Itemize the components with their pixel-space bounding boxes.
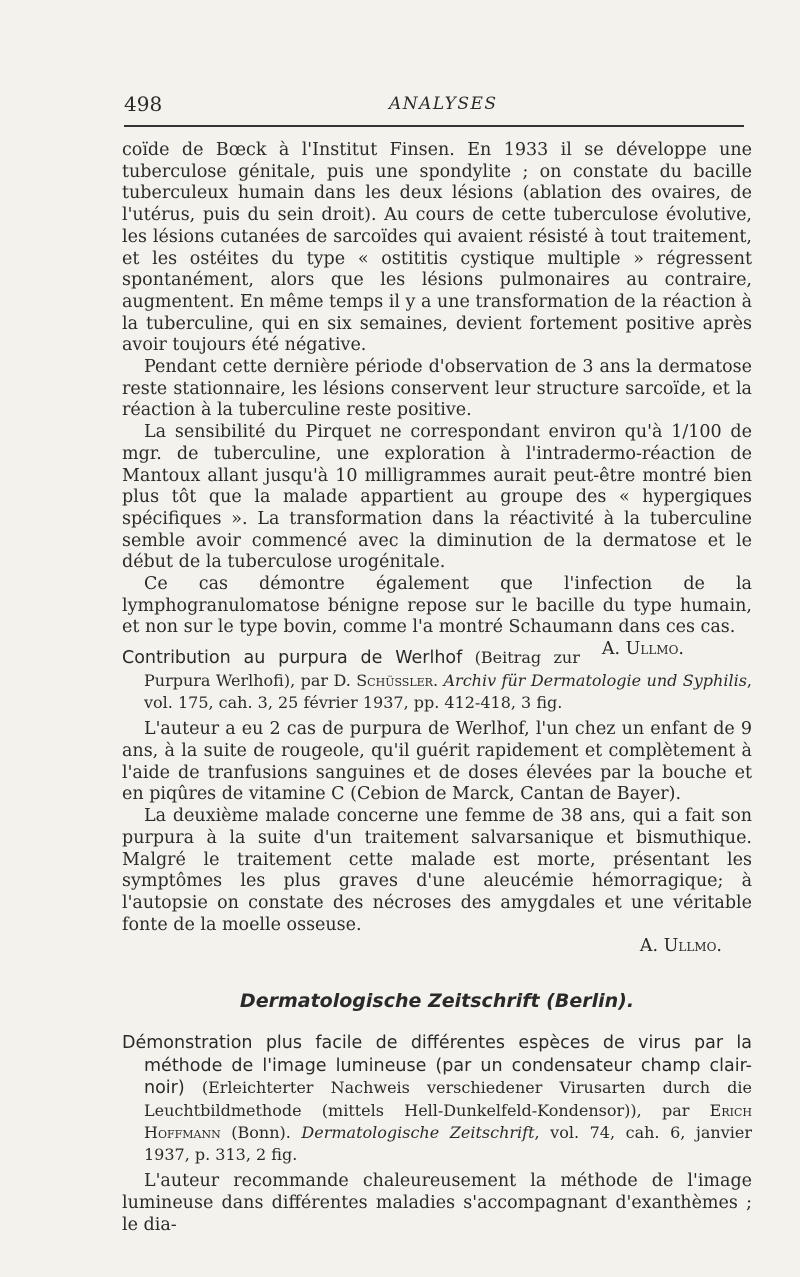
paragraph: L'auteur a eu 2 cas de purpura de Werlhof, l'un chez un enfant de 9 ans, à la suite de rougeole, qu'il guérit rapidement et complètement à l'aide de tranfusions sanguines et de doses élevées par la bouche et en piqûres de vitamine C (Cebion de Marck, Cantan de Bayer).: [122, 719, 752, 805]
article-title: Contribution au purpura de Werlhof: [122, 648, 463, 669]
paragraph: Pendant cette dernière période d'observation de 3 ans la dermatose reste stationnaire, les lésions conservent leur structure sarcoïde, et la réaction à la tuberculine reste positive.: [122, 357, 752, 421]
article-heading: Contribution au purpura de Werlhof (Beitrag zur Purpura Werlhofi), par D. Schüssler. Archiv für Dermatologie und Syphilis, vol. 175, cah. 3, 25 février 1937, pp. 412-418, 3 fig.: [122, 648, 753, 712]
paragraph: coïde de Bœck à l'Institut Finsen. En 1933 il se développe une tuberculose génitale, puis une spondylite ; on constate du bacille tuberculeux humain dans les deux lésions (ablation des ovaires, de l'utérus, puis du sein droit). Au cours de cette tuberculose évolutive, les lésions cutanées de sarcoïdes qui avaient résisté à tout traitement, et les ostéites du type « ostititis cystique multiple » régressent spontanément, alors que les lésions pulmonaires au contraire, augmentent. En même temps il y a une transformation de la réaction à la tuberculine, qui en six semaines, devient fortement positive après avoir toujours été négative.: [122, 140, 752, 356]
author-place: (Bonn).: [220, 1122, 302, 1142]
article-title: Démonstration plus facile de différentes espèces de virus par la méthode de l'image lumineuse (par un condensateur champ clair-noir): [122, 1033, 752, 1099]
running-head: ANALYSES: [389, 94, 498, 114]
citation-details: , vol. 74, cah. 6, janvier 1937, p. 313, 2 fig.: [144, 1122, 752, 1164]
journal-name: Archiv für Dermatologie und Syphilis: [443, 670, 747, 690]
header-rule: [124, 125, 744, 127]
paragraph: La deuxième malade concerne une femme de 38 ans, qui a fait son purpura à la suite d'un traitement salvarsanique et bismuthique. Malgré le traitement cette malade est morte, présentant les symptômes les plus graves d'une aleucémie hémorragique; à l'autopsie on constate des nécroses des amygdales et une véritable fonte de la moelle osseuse.: [122, 806, 752, 935]
article-heading: [122, 1032, 752, 1165]
section-title: Dermatologische Zeitschrift (Berlin).: [239, 990, 635, 1013]
page-header: [124, 92, 744, 126]
signature: A. Ullmo.: [601, 639, 684, 660]
paragraph-text: Ce cas démontre également que l'infection de la lymphogranulomatose bénigne repose sur le bacille du type humain, et non sur le type bovin, comme l'a montré Schaumann dans ces cas.: [122, 574, 752, 638]
article-subtitle: (Erleichterter Nachweis verschiedener Virusarten durch die Leuchtbildmethode (mittels Hell-Dunkelfeld-Kondensor)), par: [144, 1078, 752, 1121]
article-author: Erich Hoffmann: [144, 1101, 752, 1142]
paragraph: L'auteur recommande chaleureusement la méthode de l'image lumineuse dans différentes maladies s'accompagnant d'exanthèmes ; le dia-: [122, 1171, 752, 1235]
article-subtitle: (Beitrag zur Purpura Werlhofi), par D.: [144, 648, 580, 690]
signature: A. Ullmo.: [639, 936, 722, 957]
journal-name: Dermatologische Zeitschrift: [301, 1122, 535, 1142]
page-number: 498: [124, 92, 163, 116]
paragraph: La sensibilité du Pirquet ne correspondant environ qu'à 1/100 de mgr. de tuberculine, une exploration à l'intradermo-réaction de Mantoux allant jusqu'à 10 milligrammes aurait peut-être montré bien plus tôt que la malade appartient au groupe des « hypergiques spécifiques ». La transformation dans la réactivité à la tuberculine semble avoir commencé avec la diminution de la dermatose et le début de la tuberculose urogénitale.: [122, 422, 752, 573]
body-text: [122, 140, 752, 1236]
citation-details: , vol. 175, cah. 3, 25 février 1937, pp. 412-418, 3 fig.: [144, 670, 753, 712]
article-author: Schüssler: [356, 670, 433, 690]
